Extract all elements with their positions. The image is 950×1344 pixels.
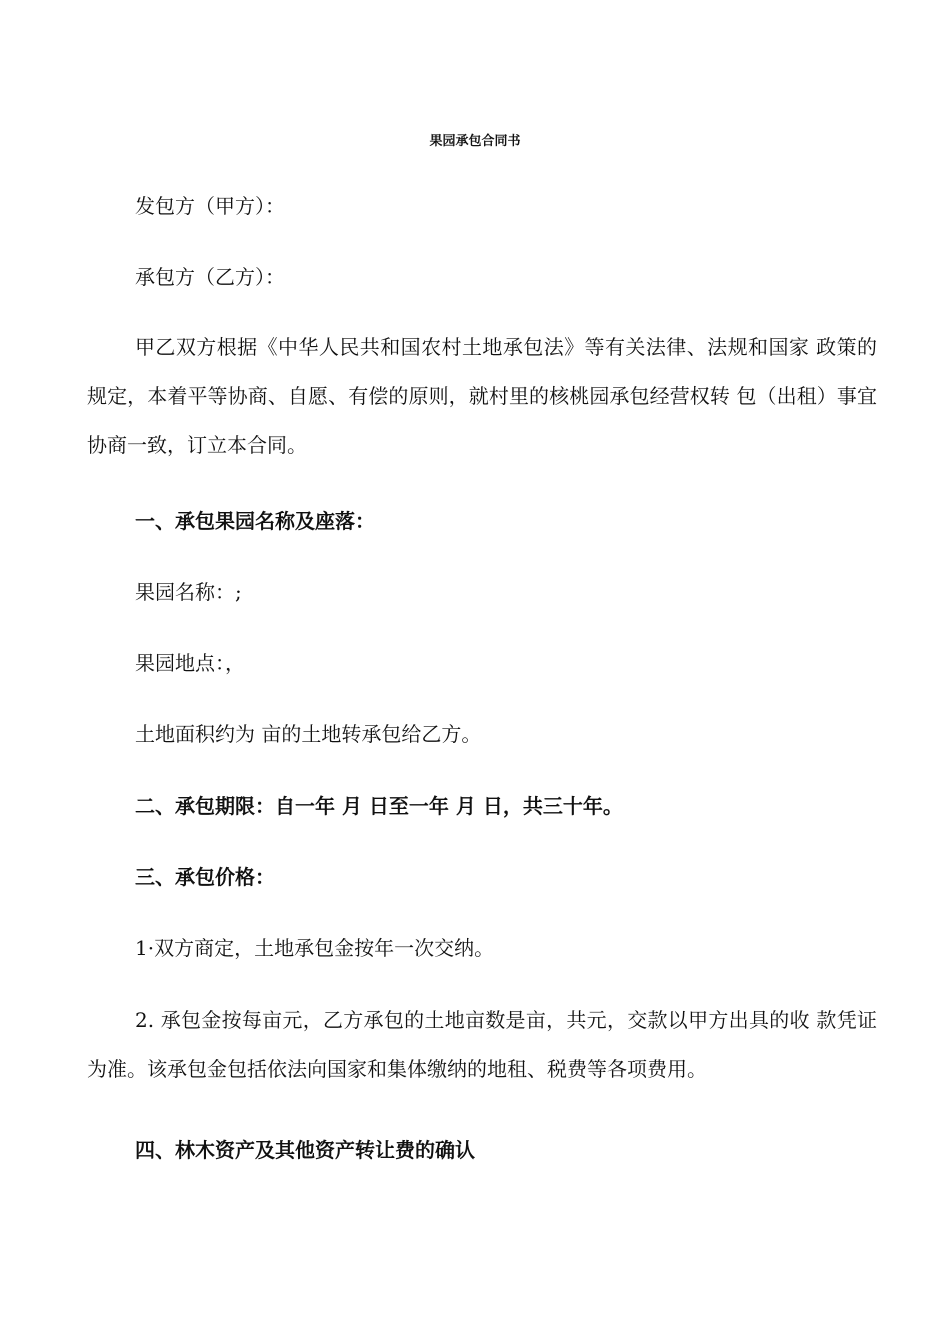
- orchard-location-line: 果园地点：，: [135, 651, 245, 675]
- section4-heading: 四、林木资产及其他资产转让费的确认: [135, 1138, 475, 1162]
- price-item-1: 1·双方商定，土地承包金按年一次交纳。: [135, 936, 495, 960]
- section3-heading: 三、承包价格：: [135, 865, 275, 889]
- preamble-paragraph: 甲乙双方根据《中华人民共和国农村土地承包法》等有关法律、法规和国家 政策的规定，本着平等协商、自愿、有偿的原则，就村里的核桃园承包经营权转 包（出租）事宜协商一致，订立本合同。: [87, 335, 877, 457]
- price-item-2: 2. 承包金按每亩元，乙方承包的土地亩数是亩，共元，交款以甲方出具的收 款凭证为准。该承包金包括依法向国家和集体缴纳的地租、税费等各项费用。: [87, 1008, 877, 1081]
- section2-heading: 二、承包期限：自一年 月 日至一年 月 日，共三十年。: [135, 794, 623, 818]
- document-title: 果园承包合同书: [429, 134, 521, 149]
- land-area-line: 土地面积约为 亩的土地转承包给乙方。: [135, 722, 482, 746]
- section1-heading: 一、承包果园名称及座落：: [135, 509, 375, 533]
- orchard-name-line: 果园名称：;: [135, 580, 242, 604]
- party-b-line: 承包方（乙方）：: [135, 265, 285, 289]
- party-a-line: 发包方（甲方）：: [135, 194, 285, 218]
